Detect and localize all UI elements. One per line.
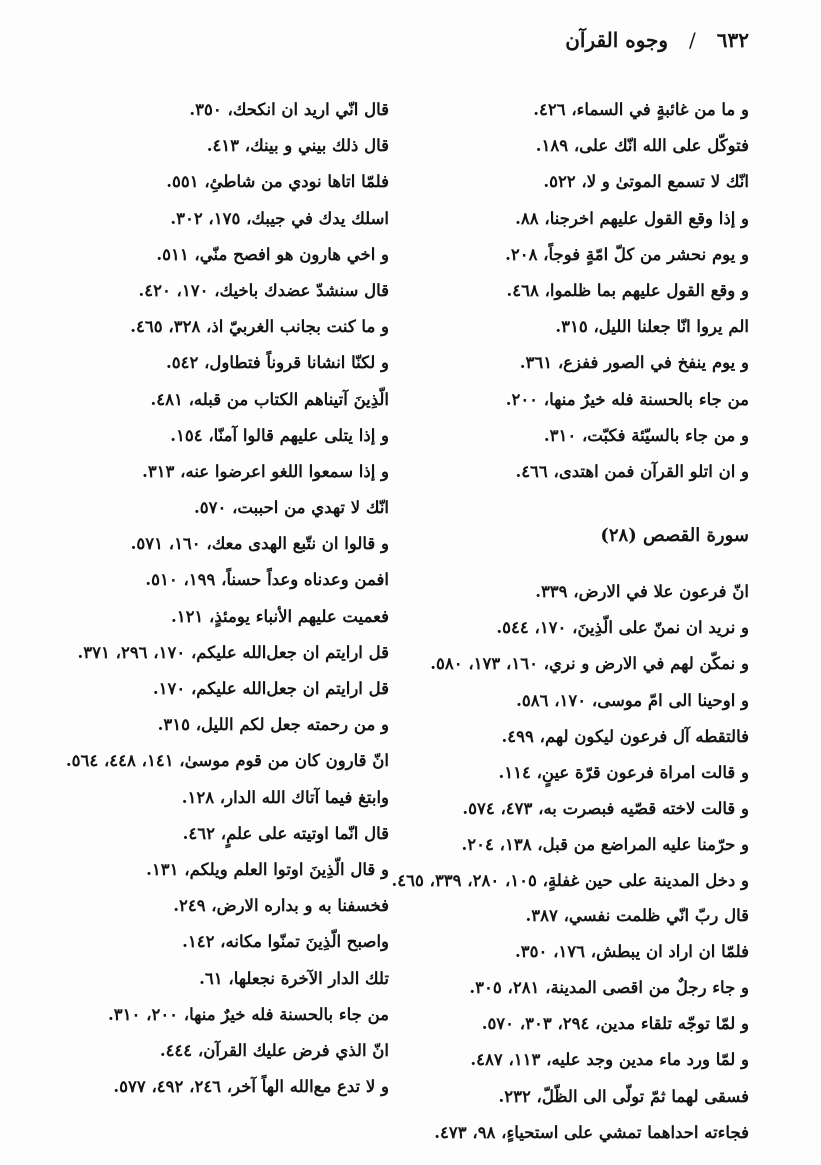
index-entry: من جاء بالحسنة فله خيرٌ منها، ٢٠٠، ٣١٠. <box>108 1004 389 1024</box>
index-entry: و لكنّا انشانا قروناً فتطاول، ٥٤٢. <box>165 353 389 373</box>
index-entry: و قال الّذِينَ اوتوا العلم ويلكم، ١٣١. <box>146 859 389 879</box>
index-entry: و لا تدع مع‌الله الهاً آخر، ٢٤٦، ٤٩٢، ٥٧٧. <box>113 1077 389 1097</box>
index-entry: و قالت لاخته قصّيه فبصرت به، ٤٧٣، ٥٧٤. <box>462 799 749 819</box>
index-entry: و إذا سمعوا اللغو اعرضوا عنه، ٣١٣. <box>142 461 389 481</box>
index-entry: و نمكّن لهم في الارض و نري، ١٦٠، ١٧٣، ٥٨٠. <box>430 654 749 674</box>
index-entry: و حرّمنا عليه المراضع من قبل، ١٣٨، ٢٠٤. <box>461 835 749 855</box>
page-header <box>565 28 749 52</box>
index-entry: افمن وعدناه وعداً حسناً، ١٩٩، ٥١٠. <box>145 570 389 590</box>
index-entry: فلمّا اتاها نودي من شاطئِ، ٥٥١. <box>166 172 389 192</box>
left-column <box>17 92 389 1105</box>
index-entry: انّ الذي فرض عليك القرآن، ٤٤٤. <box>159 1040 389 1060</box>
index-entry: تلك الدار الآخرة نجعلها، ٦١. <box>199 968 389 988</box>
book-title: وجوه القرآن <box>565 28 669 52</box>
index-entry: و اوحينا الى امّ موسى، ١٧٠، ٥٨٦. <box>516 690 749 710</box>
index-entry: انّك لا تسمع الموتىٰ و لا، ٥٢٢. <box>543 172 749 192</box>
index-entry: فلمّا ان اراد ان يبطش، ١٧٦، ٣٥٠. <box>514 941 749 961</box>
header-separator: / <box>689 28 696 52</box>
index-entry: قال سنشدّ عضدك باخيك، ١٧٠، ٤٢٠. <box>138 280 389 300</box>
index-entry: و ما من غائبةٍ في السماء، ٤٢٦. <box>533 100 749 119</box>
index-entry: الّذِينَ آتيناهم الكتاب من قبله، ٤٨١. <box>150 389 389 409</box>
index-entry: انّ قارون كان من قوم موسىٰ، ١٤١، ٤٤٨، ٥٦٤. <box>65 751 389 771</box>
index-entry: و من جاء بالسيّئة فكبّت، ٣١٠. <box>543 425 749 445</box>
index-entry: و اخي هارون هو افصح منّي، ٥١١. <box>156 244 389 264</box>
index-entry: اسلك يدك في جيبك، ١٧٥، ٣٠٢. <box>170 208 389 228</box>
index-entry: و من رحمته جعل لكم الليل، ٣١٥. <box>157 715 389 735</box>
index-entry: و وقع القول عليهم بما ظلموا، ٤٦٨. <box>506 280 749 300</box>
index-entry: الم يروا انّا جعلنا الليل، ٣١٥. <box>555 317 749 337</box>
page-number: ٦٣٢ <box>716 28 749 52</box>
index-entry: انّك لا تهدي من احببت، ٥٧٠. <box>194 498 389 518</box>
index-entry: و قالت امراة فرعون قرّة عينٍ، ١١٤. <box>498 763 749 782</box>
index-entry: فتوكّل على الله انّك على، ١٨٩. <box>535 136 749 156</box>
index-entry: قل ارايتم ان جعل‌الله عليكم، ١٧٠. <box>152 679 389 698</box>
index-entry: فسقى لهما ثمّ تولّى الى الظّلّ، ٢٣٢. <box>498 1086 749 1106</box>
section-title: سورة القصص (٢٨) <box>600 525 749 547</box>
index-entry: قال ربّ انّي ظلمت نفسي، ٣٨٧. <box>525 905 749 925</box>
index-entry: و لمّا توجّه تلقاء مدين، ٢٩٤، ٣٠٣، ٥٧٠. <box>481 1014 749 1034</box>
index-entry: من جاء بالحسنة فله خيرٌ منها، ٢٠٠. <box>505 389 749 409</box>
index-entry: فالتقطه آل فرعون ليكون لهم، ٤٩٩. <box>501 726 749 746</box>
index-entry: و ان اتلو القرآن فمن اهتدى، ٤٦٦. <box>515 461 749 481</box>
index-entry: و يوم نحشر من كلّ امّةٍ فوجاً، ٢٠٨. <box>505 244 749 264</box>
index-entry: و ما كنت بجانب الغربيّ اذ، ٣٢٨، ٤٦٥. <box>130 317 389 337</box>
index-entry: و نريد ان نمنّ على الّذِينَ، ١٧٠، ٥٤٤. <box>496 618 749 638</box>
index-entry: قل ارايتم ان جعل‌الله عليكم، ١٧٠، ٢٩٦، ٣٧١. <box>77 642 389 662</box>
index-entry: و جاء رجلٌ من اقصى المدينة، ٢٨١، ٣٠٥. <box>469 977 749 997</box>
index-entry: قال ذلك بيني و بينك، ٤١٣. <box>206 136 389 156</box>
index-entry: فخسفنا به و بداره الارض، ٢٤٩. <box>173 896 389 916</box>
index-entry: و قالوا ان نتّبع الهدى معك، ١٦٠، ٥٧١. <box>130 534 389 554</box>
index-entry: قال انّما اوتيته على علمٍ، ٤٦٢. <box>182 823 389 843</box>
index-entry: وابتغ فيما آتاك الله الدار، ١٢٨. <box>181 787 389 807</box>
right-column <box>369 92 749 1151</box>
index-entry: و لمّا ورد ماء مدين وجد عليه، ١١٣، ٤٨٧. <box>470 1050 749 1070</box>
index-entry: فعميت عليهم الأنباء يومئذٍ، ١٢١. <box>170 606 389 626</box>
index-entry: واصبح الّذِينَ تمنّوا مكانه، ١٤٢. <box>182 932 389 952</box>
index-entry: و إذا وقع القول عليهم اخرجنا، ٨٨. <box>515 208 749 228</box>
index-entry: انّ فرعون علا في الارض، ٣٣٩. <box>535 582 749 602</box>
index-entry: فجاءته احداهما تمشي على استحياءٍ، ٩٨، ٤٧٣. <box>434 1122 749 1142</box>
index-entry: و إذا يتلى عليهم قالوا آمنّا، ١٥٤. <box>170 425 389 445</box>
index-entry: و دخل المدينة على حين غفلةٍ، ١٠٥، ٢٨٠، ٣٣٩، ٤٦٥. <box>391 870 749 890</box>
index-entry: قال انّي اريد ان انكحك، ٣٥٠. <box>189 100 389 119</box>
index-entry: و يوم ينفخ في الصور ففزع، ٣٦١. <box>519 353 749 373</box>
